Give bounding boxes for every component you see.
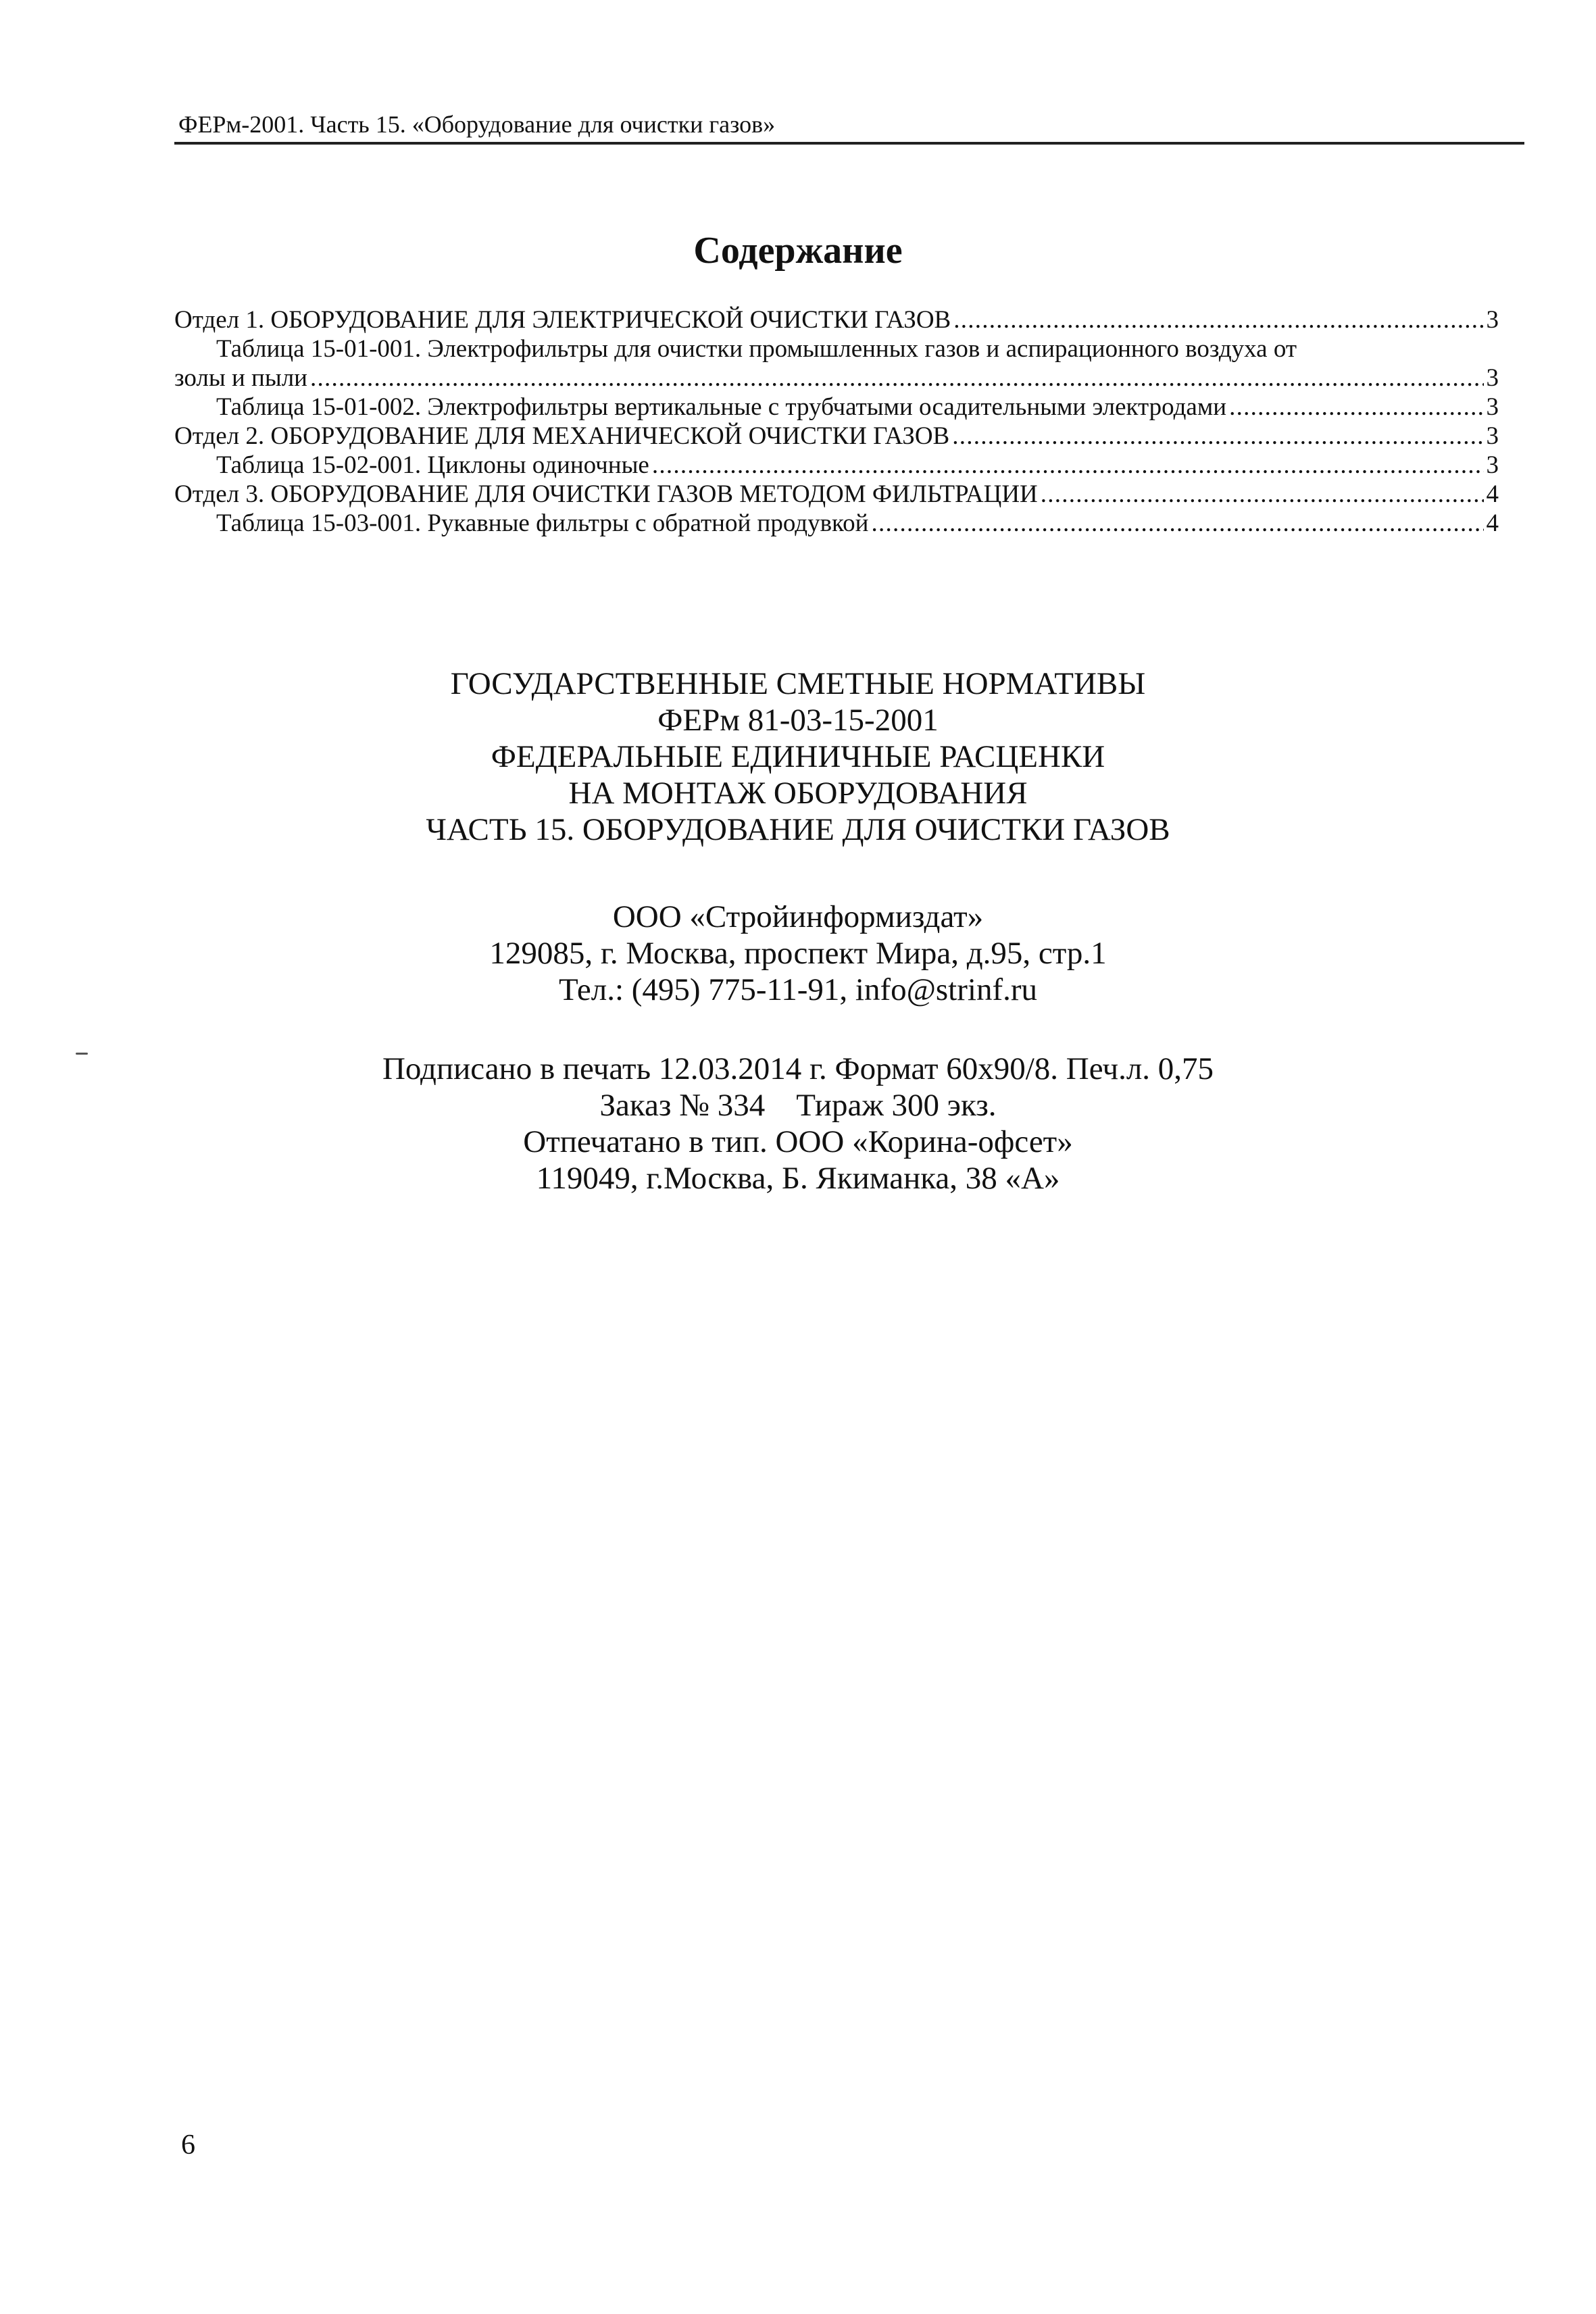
toc-entry-section-2[interactable] [174,422,1499,451]
running-header: ФЕРм-2001. Часть 15. «Оборудование для очистки газов» [178,111,776,138]
toc-entry-text: Отдел 3. ОБОРУДОВАНИЕ ДЛЯ ОЧИСТКИ ГАЗОВ МЕТОДОМ ФИЛЬТРАЦИИ [174,480,1038,508]
title-line-installation: НА МОНТАЖ ОБОРУДОВАНИЯ [568,776,1028,811]
publisher-contacts: Тел.: (495) 775-11-91, info@strinf.ru [558,972,1037,1007]
toc-title: Содержание [693,230,903,272]
toc-page-number: 3 [1486,393,1499,421]
publisher-name: ООО «Стройинформиздат» [612,899,984,934]
toc-page-number: 4 [1486,480,1499,508]
toc-page-number: 3 [1486,422,1499,450]
dot-leader [1229,393,1483,422]
toc-entry-text: Таблица 15-03-001. Рукавные фильтры с обратной продувкой [216,509,869,537]
dot-leader [952,422,1483,451]
title-line-code: ФЕРм 81-03-15-2001 [657,703,939,738]
toc-page-number: 3 [1486,451,1499,479]
print-run: Тираж 300 экз. [796,1088,997,1123]
toc-page-number: 4 [1486,509,1499,537]
toc-entry-table-15-03-001[interactable] [174,509,1499,538]
title-line-rates: ФЕДЕРАЛЬНЫЕ ЕДИНИЧНЫЕ РАСЦЕНКИ [491,739,1105,774]
toc-entry-text: Отдел 2. ОБОРУДОВАНИЕ ДЛЯ МЕХАНИЧЕСКОЙ ОЧИСТКИ ГАЗОВ [174,422,950,450]
print-printed-at: Отпечатано в тип. ООО «Корина-офсет» [523,1124,1073,1159]
toc-entry-section-1[interactable] [174,305,1499,334]
toc-entry-table-15-01-001[interactable] [174,334,1499,393]
document-title-block [0,665,1596,848]
toc-entry-text: Отдел 1. ОБОРУДОВАНИЕ ДЛЯ ЭЛЕКТРИЧЕСКОЙ ОЧИСТКИ ГАЗОВ [174,306,951,334]
publisher-block [0,899,1596,1008]
toc-entry-text: Таблица 15-01-002. Электрофильтры вертикальные с трубчатыми осадительными электродами [216,393,1227,421]
toc-entry-section-3[interactable] [174,480,1499,509]
dot-leader [310,363,1484,393]
header-rule [174,142,1524,145]
toc-page-number: 3 [1486,364,1499,392]
scan-speck [76,1053,88,1055]
publisher-address: 129085, г. Москва, проспект Мира, д.95, стр.1 [489,936,1107,971]
toc-page-number: 3 [1486,306,1499,334]
toc-entry-table-15-02-001[interactable] [174,451,1499,480]
dot-leader [953,305,1483,334]
dot-leader [871,509,1483,538]
dot-leader [1041,480,1484,509]
print-printer-address: 119049, г.Москва, Б. Якиманка, 38 «А» [536,1161,1060,1196]
print-info-block [0,1051,1596,1197]
toc-entry-text: Таблица 15-02-001. Циклоны одиночные [216,451,649,479]
toc-entry-text-line2: золы и пыли [174,364,307,392]
print-signed-line: Подписано в печать 12.03.2014 г. Формат 60x90/8. Печ.л. 0,75 [382,1051,1214,1086]
print-order: Заказ № 334 [599,1088,766,1123]
toc-entry-table-15-01-002[interactable] [174,393,1499,422]
toc-entry-text-line1: Таблица 15-01-001. Электрофильтры для очистки промышленных газов и аспирационного воздуха от [216,335,1297,363]
toc-entry-continuation [174,363,1499,393]
print-order-run-line [0,1087,1596,1124]
title-line-part: ЧАСТЬ 15. ОБОРУДОВАНИЕ ДЛЯ ОЧИСТКИ ГАЗОВ [426,812,1170,847]
title-line-standards: ГОСУДАРСТВЕННЫЕ СМЕТНЫЕ НОРМАТИВЫ [450,666,1146,701]
dot-leader [652,451,1484,480]
page-number: 6 [181,2130,195,2161]
table-of-contents [174,305,1499,538]
